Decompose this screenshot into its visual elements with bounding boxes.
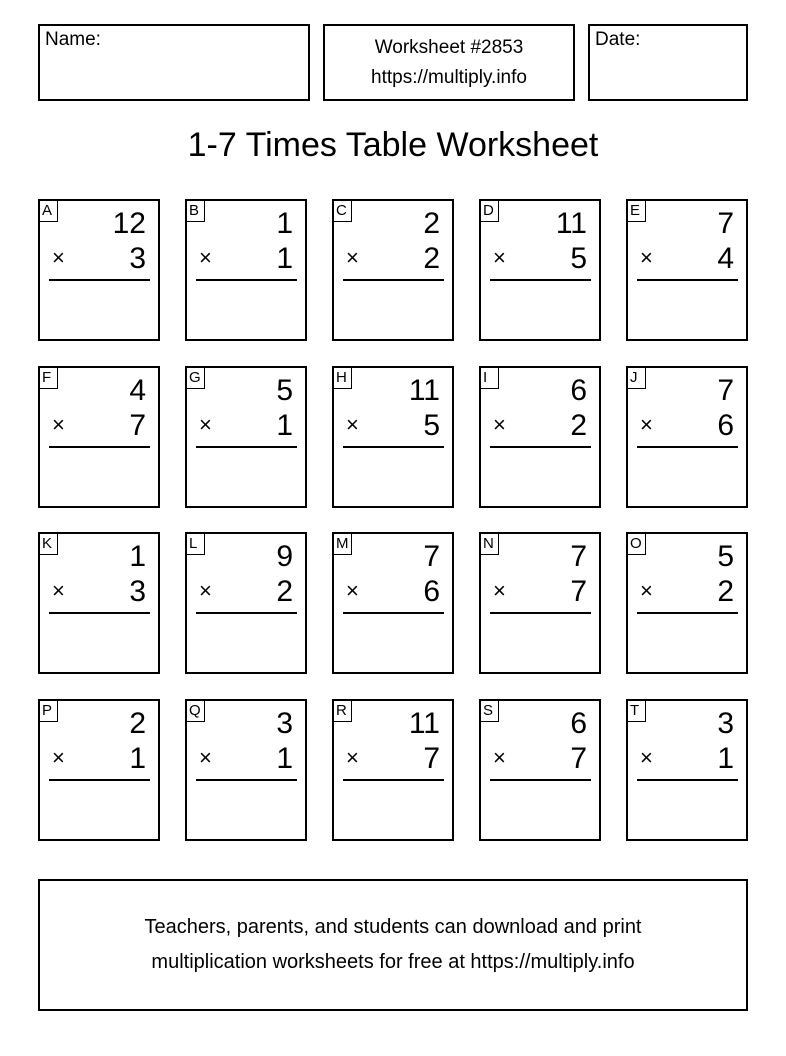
multiplicand: 11 — [408, 707, 440, 740]
answer-line — [343, 279, 444, 281]
site-url: https://multiply.info — [371, 66, 527, 88]
problem-label: E — [628, 201, 646, 222]
multiplicand: 12 — [112, 207, 146, 240]
times-sign: × — [493, 245, 506, 270]
answer-line — [637, 612, 738, 614]
multiplier: 6 — [423, 575, 440, 608]
multiplier: 2 — [717, 575, 734, 608]
times-sign: × — [346, 412, 359, 437]
multiplicand: 2 — [129, 707, 146, 740]
problem-card[interactable] — [185, 366, 307, 508]
multiplier: 7 — [129, 409, 146, 442]
problem-card[interactable] — [479, 199, 601, 341]
multiplicand: 5 — [276, 374, 293, 407]
date-label: Date: — [595, 29, 641, 50]
answer-line — [637, 779, 738, 781]
multiplier: 7 — [423, 742, 440, 775]
name-label: Name: — [45, 29, 101, 50]
multiplier: 2 — [423, 242, 440, 275]
problem-label: Q — [187, 701, 205, 722]
problem-label: O — [628, 534, 646, 555]
times-sign: × — [199, 578, 212, 603]
answer-line — [343, 446, 444, 448]
problem-card[interactable] — [332, 366, 454, 508]
multiplier: 2 — [570, 409, 587, 442]
multiplier: 4 — [717, 242, 734, 275]
answer-line — [637, 446, 738, 448]
answer-line — [490, 779, 591, 781]
times-sign: × — [199, 745, 212, 770]
problem-label: M — [334, 534, 352, 555]
problem-label: D — [481, 201, 499, 222]
page-title: 1-7 Times Table Worksheet — [187, 126, 599, 164]
times-sign: × — [346, 578, 359, 603]
answer-line — [490, 279, 591, 281]
problem-card[interactable] — [479, 532, 601, 674]
problem-card[interactable] — [185, 699, 307, 841]
worksheet-number: Worksheet #2853 — [374, 36, 524, 58]
multiplicand: 4 — [129, 374, 146, 407]
problem-label: A — [40, 201, 58, 222]
times-sign: × — [52, 578, 65, 603]
answer-line — [196, 612, 297, 614]
times-sign: × — [640, 578, 653, 603]
multiplicand: 9 — [276, 540, 293, 573]
multiplicand: 7 — [717, 207, 734, 240]
answer-line — [490, 446, 591, 448]
problem-card[interactable] — [38, 532, 160, 674]
multiplicand: 11 — [408, 374, 440, 407]
answer-line — [490, 612, 591, 614]
times-sign: × — [346, 245, 359, 270]
times-sign: × — [493, 745, 506, 770]
times-sign: × — [640, 245, 653, 270]
problem-label: L — [187, 534, 205, 555]
answer-line — [196, 446, 297, 448]
problem-label: R — [334, 701, 352, 722]
problem-label: S — [481, 701, 499, 722]
problem-card[interactable] — [332, 532, 454, 674]
problem-card[interactable] — [185, 199, 307, 341]
multiplicand: 7 — [717, 374, 734, 407]
answer-line — [49, 779, 150, 781]
multiplier: 1 — [717, 742, 734, 775]
problem-label: F — [40, 368, 58, 389]
footer-line-2: multiplication worksheets for free at https://multiply.info — [151, 951, 635, 973]
multiplicand: 3 — [276, 707, 293, 740]
multiplier: 3 — [129, 575, 146, 608]
times-sign: × — [346, 745, 359, 770]
times-sign: × — [640, 412, 653, 437]
multiplier: 7 — [570, 575, 587, 608]
multiplier: 7 — [570, 742, 587, 775]
problem-card[interactable] — [332, 199, 454, 341]
answer-line — [343, 779, 444, 781]
multiplicand: 6 — [570, 707, 587, 740]
problem-label: P — [40, 701, 58, 722]
times-sign: × — [199, 245, 212, 270]
multiplier: 5 — [570, 242, 587, 275]
multiplier: 1 — [129, 742, 146, 775]
problem-label: N — [481, 534, 499, 555]
multiplicand: 5 — [717, 540, 734, 573]
problem-card[interactable] — [38, 199, 160, 341]
times-sign: × — [52, 245, 65, 270]
multiplier: 3 — [129, 242, 146, 275]
problem-card[interactable] — [332, 699, 454, 841]
times-sign: × — [199, 412, 212, 437]
worksheet-info-box — [323, 24, 575, 101]
times-sign: × — [52, 745, 65, 770]
multiplier: 1 — [276, 409, 293, 442]
answer-line — [49, 446, 150, 448]
answer-line — [49, 279, 150, 281]
problem-label: C — [334, 201, 352, 222]
multiplicand: 3 — [717, 707, 734, 740]
answer-line — [343, 612, 444, 614]
problem-label: B — [187, 201, 205, 222]
times-sign: × — [493, 412, 506, 437]
problem-card[interactable] — [38, 699, 160, 841]
problem-card[interactable] — [626, 366, 748, 508]
multiplier: 1 — [276, 242, 293, 275]
problem-label: H — [334, 368, 352, 389]
multiplicand: 7 — [570, 540, 587, 573]
multiplier: 1 — [276, 742, 293, 775]
multiplier: 2 — [276, 575, 293, 608]
problem-card[interactable] — [479, 366, 601, 508]
multiplicand: 7 — [423, 540, 440, 573]
problem-card[interactable] — [479, 699, 601, 841]
problem-label: J — [628, 368, 646, 389]
answer-line — [196, 279, 297, 281]
answer-line — [637, 279, 738, 281]
problem-card[interactable] — [38, 366, 160, 508]
problem-card[interactable] — [626, 199, 748, 341]
times-sign: × — [493, 578, 506, 603]
multiplier: 5 — [423, 409, 440, 442]
multiplicand: 1 — [276, 207, 293, 240]
problem-label: G — [187, 368, 205, 389]
name-field[interactable] — [38, 24, 310, 101]
date-field[interactable] — [588, 24, 748, 101]
problem-label: K — [40, 534, 58, 555]
multiplicand: 6 — [570, 374, 587, 407]
problem-label: I — [481, 368, 499, 389]
times-sign: × — [52, 412, 65, 437]
multiplier: 6 — [717, 409, 734, 442]
footer-line-1: Teachers, parents, and students can download and print — [144, 916, 642, 938]
answer-line — [49, 612, 150, 614]
problem-card[interactable] — [185, 532, 307, 674]
multiplicand: 11 — [555, 207, 587, 240]
times-sign: × — [640, 745, 653, 770]
problem-card[interactable] — [626, 532, 748, 674]
problem-label: T — [628, 701, 646, 722]
problem-card[interactable] — [626, 699, 748, 841]
footer-box — [38, 879, 748, 1011]
multiplicand: 1 — [129, 540, 146, 573]
multiplicand: 2 — [423, 207, 440, 240]
answer-line — [196, 779, 297, 781]
